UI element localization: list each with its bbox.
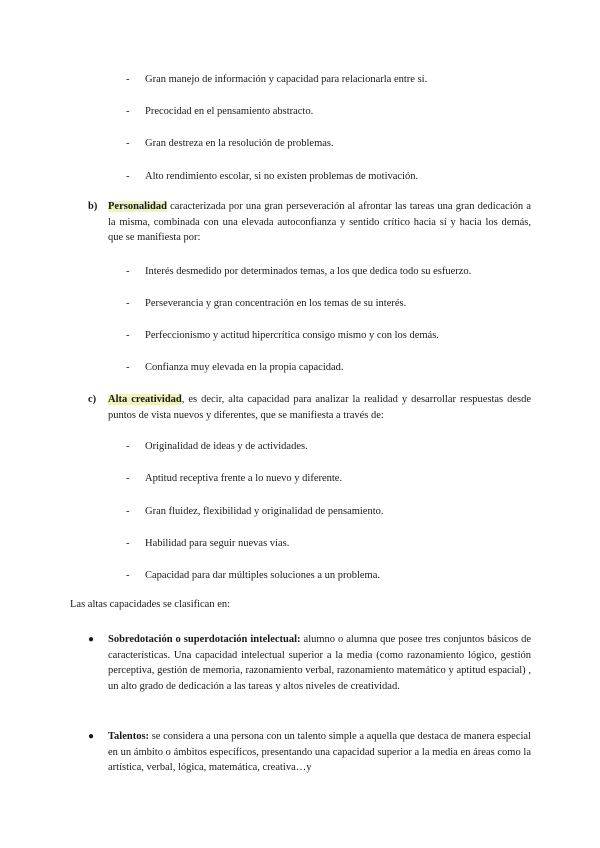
dash-marker: - bbox=[126, 538, 130, 549]
dash-marker: - bbox=[126, 298, 130, 309]
dash-marker: - bbox=[126, 473, 130, 484]
list-item-text: Perfeccionismo y actitud hipercrítica consigo mismo y con los demás. bbox=[145, 330, 439, 341]
dash-marker: - bbox=[126, 570, 130, 581]
dash-marker: - bbox=[126, 441, 130, 452]
dash-marker: - bbox=[126, 330, 130, 341]
list-item-text: Originalidad de ideas y de actividades. bbox=[145, 441, 308, 452]
section-text: , es decir, alta capacidad para analizar la realidad y desarrollar respuestas desde puntos de vista nuevos y diferentes, que se manifiesta a través de: bbox=[108, 394, 531, 421]
dash-marker: - bbox=[126, 106, 130, 117]
section-c bbox=[88, 392, 531, 423]
intro-paragraph: Las altas capacidades se clasifican en: bbox=[70, 599, 231, 610]
highlighted-term: Personalidad bbox=[108, 201, 167, 212]
bullet-text: alumno o alumna que posee tres conjuntos básicos de características. Una capacidad intelectual superior a la media (como razonamiento lógico, gestión perceptiva, gestión de memoria, razonamiento verbal, razonamiento matemático y aptitud espacial) , un alto grado de dedicación a las tareas y altos niveles de creatividad. bbox=[108, 634, 532, 692]
list-item-text: Aptitud receptiva frente a lo nuevo y diferente. bbox=[145, 473, 343, 484]
section-text: caracterizada por una gran perseveración al afrontar las tareas una gran dedicación a la misma, combinada con una elevada autoconfianza y sentido crítico hacia sí y hacia los demás, que se manifiesta por: bbox=[108, 201, 531, 243]
highlighted-term: Alta creatividad bbox=[108, 394, 182, 405]
dash-marker: - bbox=[126, 171, 130, 182]
list-item-text: Confianza muy elevada en la propia capacidad. bbox=[145, 362, 344, 373]
bullet-item bbox=[88, 729, 531, 776]
list-item-text: Gran destreza en la resolución de problemas. bbox=[145, 138, 334, 149]
section-letter: b) bbox=[88, 201, 98, 212]
list-item-text: Habilidad para seguir nuevas vías. bbox=[145, 538, 290, 549]
bullet-text: se considera a una persona con un talento simple a aquella que destaca de manera especial en un ámbito o ámbitos específicos, presentando una capacidad superior a la media en áreas como la artística, verbal, lógica, matemática, creativa…y bbox=[108, 731, 531, 773]
list-item-text: Perseverancia y gran concentración en los temas de su interés. bbox=[145, 298, 407, 309]
bullet-item bbox=[88, 632, 531, 694]
list-item-text: Alto rendimiento escolar, si no existen problemas de motivación. bbox=[145, 171, 419, 182]
section-b bbox=[88, 199, 531, 246]
list-item-text: Gran fluidez, flexibilidad y originalidad de pensamiento. bbox=[145, 506, 384, 517]
bullet-body bbox=[108, 632, 531, 694]
bullet-marker: ● bbox=[88, 731, 95, 742]
list-item-text: Gran manejo de información y capacidad para relacionarla entre sí. bbox=[145, 74, 428, 85]
dash-marker: - bbox=[126, 506, 130, 517]
dash-marker: - bbox=[126, 138, 130, 149]
bullet-term: Talentos: bbox=[108, 731, 150, 742]
dash-marker: - bbox=[126, 74, 130, 85]
dash-marker: - bbox=[126, 266, 130, 277]
dash-marker: - bbox=[126, 362, 130, 373]
list-item-text: Capacidad para dar múltiples soluciones a un problema. bbox=[145, 570, 381, 581]
list-item-text: Interés desmedido por determinados temas, a los que dedica todo su esfuerzo. bbox=[145, 266, 472, 277]
list-item-text: Precocidad en el pensamiento abstracto. bbox=[145, 106, 314, 117]
bullet-term: Sobredotación o superdotación intelectual: bbox=[108, 634, 301, 645]
section-body bbox=[108, 199, 531, 246]
section-body bbox=[108, 392, 531, 423]
section-letter: c) bbox=[88, 394, 97, 405]
bullet-marker: ● bbox=[88, 634, 95, 645]
bullet-body bbox=[108, 729, 531, 776]
